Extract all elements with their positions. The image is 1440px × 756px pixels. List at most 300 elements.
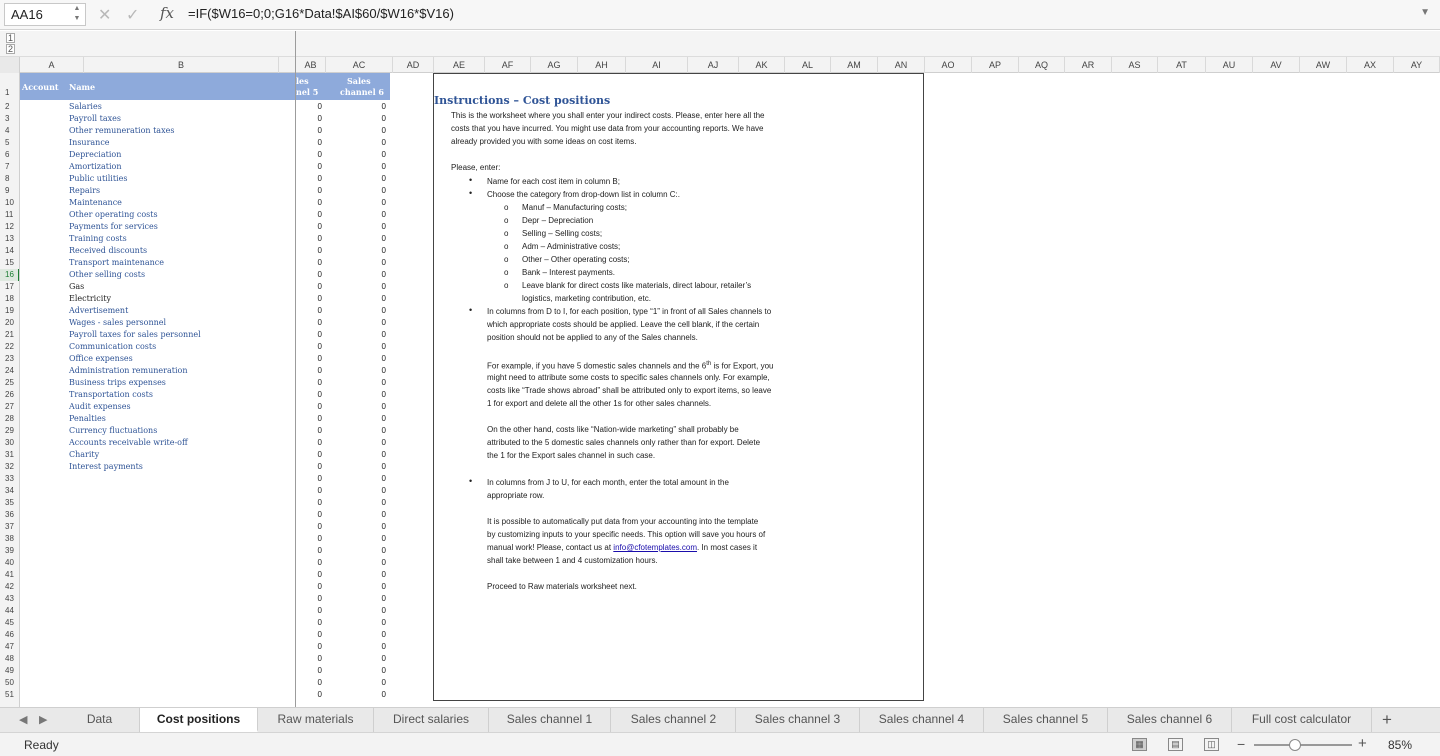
- cost-item-name[interactable]: Training costs: [69, 234, 127, 243]
- ab-value-cell[interactable]: 0: [317, 258, 322, 267]
- ab-value-cell[interactable]: 0: [317, 582, 322, 591]
- example-text-a: For example, if you have 5 domestic sales channels and the 6: [487, 361, 707, 371]
- ac-value-cell[interactable]: 0: [381, 558, 386, 567]
- row-header: [0, 73, 20, 707]
- column-header-b[interactable]: B: [84, 57, 279, 73]
- column-header-ax[interactable]: AX: [1347, 57, 1394, 73]
- column-header-af[interactable]: AF: [485, 57, 531, 73]
- cost-item-name[interactable]: Currency fluctuations: [69, 426, 158, 435]
- row-header-12[interactable]: 12: [5, 222, 14, 231]
- ab-value-cell[interactable]: 0: [317, 210, 322, 219]
- row-header-17[interactable]: 17: [5, 282, 14, 291]
- tab-scroll-right-icon[interactable]: ▶: [39, 714, 48, 726]
- sheet-grid[interactable]: [20, 73, 1440, 707]
- ac-value-cell[interactable]: 0: [381, 570, 386, 579]
- ab-value-cell[interactable]: 0: [317, 654, 322, 663]
- sub-bullet-icon: o: [504, 268, 509, 277]
- row-header-1[interactable]: 1: [5, 88, 10, 97]
- column-header-aq[interactable]: AQ: [1019, 57, 1065, 73]
- row-header-7[interactable]: 7: [5, 162, 10, 171]
- instructions-title: Instructions – Cost positions: [434, 94, 611, 107]
- column-header-aj[interactable]: AJ: [688, 57, 739, 73]
- row-header-25[interactable]: 25: [5, 378, 14, 387]
- row-header-51[interactable]: 51: [5, 690, 14, 699]
- outline-level-2[interactable]: 2: [7, 44, 13, 54]
- ab-value-cell[interactable]: 0: [317, 294, 322, 303]
- sub-bullet-icon: o: [504, 242, 509, 251]
- sheet-tab-sales-channel-2[interactable]: Sales channel 2: [612, 708, 736, 732]
- ac-value-cell[interactable]: 0: [381, 246, 386, 255]
- row-header-50[interactable]: 50: [5, 678, 14, 687]
- row-header-33[interactable]: 33: [5, 474, 14, 483]
- zoom-out-button[interactable]: −: [1237, 736, 1246, 752]
- cost-item-name[interactable]: Salaries: [69, 102, 102, 111]
- column-header-ac[interactable]: AC: [326, 57, 393, 73]
- cost-item-name[interactable]: Business trips expenses: [69, 378, 166, 387]
- ac-value-cell[interactable]: 0: [381, 498, 386, 507]
- ab-value-cell[interactable]: 0: [317, 474, 322, 483]
- row-header-2[interactable]: 2: [5, 102, 10, 111]
- column-header-a[interactable]: A: [20, 57, 84, 73]
- category-item: Bank – Interest payments.: [522, 268, 615, 277]
- ac-value-cell[interactable]: 0: [381, 294, 386, 303]
- sheet-tab-sales-channel-1[interactable]: Sales channel 1: [489, 708, 611, 732]
- sub-bullet-icon: o: [504, 229, 509, 238]
- column-header-au[interactable]: AU: [1206, 57, 1253, 73]
- row-header-42[interactable]: 42: [5, 582, 14, 591]
- ab-value-cell[interactable]: 0: [317, 642, 322, 651]
- ac-value-cell[interactable]: 0: [381, 474, 386, 483]
- column-header-as[interactable]: AS: [1112, 57, 1158, 73]
- expand-formula-icon[interactable]: ▼: [1420, 7, 1430, 18]
- category-item: Adm – Administrative costs;: [522, 242, 621, 251]
- category-item: Depr – Depreciation: [522, 216, 594, 225]
- ac-value-cell[interactable]: 0: [381, 390, 386, 399]
- row-header-14[interactable]: 14: [5, 246, 14, 255]
- sub-bullet-icon: o: [504, 203, 509, 212]
- row-header-49[interactable]: 49: [5, 666, 14, 675]
- row-header-20[interactable]: 20: [5, 318, 14, 327]
- row-header-43[interactable]: 43: [5, 594, 14, 603]
- ac-value-cell[interactable]: 0: [381, 318, 386, 327]
- page-layout-view-icon[interactable]: ▤: [1168, 738, 1183, 751]
- row-header-9[interactable]: 9: [5, 186, 10, 195]
- ac-value-cell[interactable]: 0: [381, 462, 386, 471]
- bullet-dot-icon: •: [469, 476, 473, 486]
- ac-value-cell[interactable]: 0: [381, 690, 386, 699]
- formula-bar: [0, 0, 1440, 30]
- row-header-39[interactable]: 39: [5, 546, 14, 555]
- zoom-slider[interactable]: [1254, 744, 1352, 746]
- column-header-av[interactable]: AV: [1253, 57, 1300, 73]
- ac-value-cell[interactable]: 0: [381, 414, 386, 423]
- ab-value-cell[interactable]: 0: [317, 414, 322, 423]
- sheet-tab-full-cost-calculator[interactable]: Full cost calculator: [1232, 708, 1372, 732]
- row-header-24[interactable]: 24: [5, 366, 14, 375]
- cost-item-name[interactable]: Advertisement: [69, 306, 129, 315]
- ac-value-cell[interactable]: 0: [381, 582, 386, 591]
- ac-value-cell[interactable]: 0: [381, 630, 386, 639]
- column-header-ar[interactable]: AR: [1065, 57, 1112, 73]
- ac-value-cell[interactable]: 0: [381, 666, 386, 675]
- name-box-stepper-icon[interactable]: ▲ ▼: [73, 5, 81, 22]
- page-break-view-icon[interactable]: ◫: [1204, 738, 1219, 751]
- cost-item-name[interactable]: Office expenses: [69, 354, 133, 363]
- cost-item-name[interactable]: Insurance: [69, 138, 110, 147]
- ab-value-cell[interactable]: 0: [317, 390, 322, 399]
- other-hand-line-1: On the other hand, costs like “Nation-wide marketing” shall probably be: [487, 425, 739, 434]
- cost-item-name[interactable]: Communication costs: [69, 342, 157, 351]
- ab-header-line2: nel 5: [296, 87, 319, 97]
- cost-item-name[interactable]: Transport maintenance: [69, 258, 165, 267]
- table-header-band: [20, 73, 390, 100]
- column-header-ad[interactable]: AD: [393, 57, 434, 73]
- row-header-48[interactable]: 48: [5, 654, 14, 663]
- sub-bullet-icon: o: [504, 216, 509, 225]
- ab-value-cell[interactable]: 0: [317, 486, 322, 495]
- ac-value-cell[interactable]: 0: [381, 330, 386, 339]
- sheet-tab-sales-channel-5[interactable]: Sales channel 5: [984, 708, 1108, 732]
- column-header-at[interactable]: AT: [1158, 57, 1206, 73]
- ab-value-cell[interactable]: 0: [317, 102, 322, 111]
- instructions-box: [433, 73, 924, 701]
- outline-bar: [0, 31, 1440, 57]
- cost-item-name[interactable]: Other remuneration taxes: [69, 126, 175, 135]
- ac-value-cell[interactable]: 0: [381, 174, 386, 183]
- ac-value-cell[interactable]: 0: [381, 402, 386, 411]
- bullet-3-line-3: position should not be applied to any of the Sales channels.: [487, 333, 698, 342]
- ab-value-cell[interactable]: 0: [317, 522, 322, 531]
- ab-value-cell[interactable]: 0: [317, 570, 322, 579]
- ab-value-cell[interactable]: 0: [317, 546, 322, 555]
- ac-header-line2: channel 6: [340, 87, 384, 97]
- ac-value-cell[interactable]: 0: [381, 486, 386, 495]
- ac-value-cell[interactable]: 0: [381, 210, 386, 219]
- please-enter: Please, enter:: [451, 163, 501, 172]
- row-header-32[interactable]: 32: [5, 462, 14, 471]
- ab-value-cell[interactable]: 0: [317, 162, 322, 171]
- ab-value-cell[interactable]: 0: [317, 558, 322, 567]
- ab-value-cell[interactable]: 0: [317, 174, 322, 183]
- intro-line-1: This is the worksheet where you shall enter your indirect costs. Please, enter here all the: [451, 111, 765, 120]
- status-text: Ready: [24, 738, 59, 752]
- ac-value-cell[interactable]: 0: [381, 642, 386, 651]
- ac-value-cell[interactable]: 0: [381, 306, 386, 315]
- intro-line-2: costs that you have incurred. You might use data from your accounting reports. We have: [451, 124, 764, 133]
- ab-header-line1: les: [296, 76, 309, 86]
- zoom-slider-handle[interactable]: [1289, 739, 1301, 751]
- row-header-41[interactable]: 41: [5, 570, 14, 579]
- ab-value-cell[interactable]: 0: [317, 318, 322, 327]
- ab-value-cell[interactable]: 0: [317, 666, 322, 675]
- zoom-in-button[interactable]: +: [1358, 735, 1367, 752]
- sheet-tabs: [0, 707, 1440, 732]
- ab-value-cell[interactable]: 0: [317, 366, 322, 375]
- cost-item-name[interactable]: Gas: [69, 282, 85, 291]
- intro-line-3: already provided you with some ideas on cost items.: [451, 137, 637, 146]
- bullet-3-line-2: which appropriate costs should be applied. Leave the cell blank, if the certain: [487, 320, 760, 329]
- column-header-ai[interactable]: AI: [626, 57, 688, 73]
- row-header-37[interactable]: 37: [5, 522, 14, 531]
- example-line-2: might need to attribute some costs to specific sales channels only. For example,: [487, 373, 770, 382]
- row-header-4[interactable]: 4: [5, 126, 10, 135]
- ab-value-cell[interactable]: 0: [317, 618, 322, 627]
- ac-value-cell[interactable]: 0: [381, 138, 386, 147]
- other-hand-line-2: attributed to the 5 domestic sales channels only rather than for export. Delete: [487, 438, 761, 447]
- ab-value-cell[interactable]: 0: [317, 138, 322, 147]
- example-text-b: is for Export, you: [711, 361, 774, 371]
- row-header-13[interactable]: 13: [5, 234, 14, 243]
- ab-value-cell[interactable]: 0: [317, 450, 322, 459]
- row-header-11[interactable]: 11: [5, 210, 14, 219]
- ab-value-cell[interactable]: 0: [317, 306, 322, 315]
- ac-value-cell[interactable]: 0: [381, 438, 386, 447]
- sheet-tab-sales-channel-4[interactable]: Sales channel 4: [860, 708, 984, 732]
- ab-value-cell[interactable]: 0: [317, 378, 322, 387]
- ac-value-cell[interactable]: 0: [381, 354, 386, 363]
- ab-value-cell[interactable]: 0: [317, 354, 322, 363]
- cancel-icon[interactable]: ✕: [98, 7, 112, 24]
- formula-input[interactable]: =IF($W16=0;0;G16*Data!$AI$60/$W16*$V16): [188, 6, 454, 21]
- column-header-ab[interactable]: AB: [296, 57, 326, 73]
- sheet-tab-sales-channel-3[interactable]: Sales channel 3: [736, 708, 860, 732]
- bullet-dot-icon: •: [469, 175, 473, 185]
- ab-value-cell[interactable]: 0: [317, 606, 322, 615]
- row-header-34[interactable]: 34: [5, 486, 14, 495]
- cost-item-name[interactable]: Depreciation: [69, 150, 122, 159]
- row-header-47[interactable]: 47: [5, 642, 14, 651]
- sheet-tab-direct-salaries[interactable]: Direct salaries: [374, 708, 489, 732]
- row-header-21[interactable]: 21: [5, 330, 14, 339]
- row-header-26[interactable]: 26: [5, 390, 14, 399]
- bullet-4-line-2: appropriate row.: [487, 491, 545, 500]
- ac-value-cell[interactable]: 0: [381, 510, 386, 519]
- ab-value-cell[interactable]: 0: [317, 510, 322, 519]
- example-sup: th: [706, 361, 712, 367]
- row-header-28[interactable]: 28: [5, 414, 14, 423]
- auto-text-b: . In most cases it: [697, 543, 758, 552]
- column-header-ak[interactable]: AK: [739, 57, 785, 73]
- ab-value-cell[interactable]: 0: [317, 498, 322, 507]
- ac-value-cell[interactable]: 0: [381, 618, 386, 627]
- example-line-4: 1 for export and delete all the other 1s for other sales channels.: [487, 399, 712, 408]
- row-header-40[interactable]: 40: [5, 558, 14, 567]
- column-header-aw[interactable]: AW: [1300, 57, 1347, 73]
- ac-value-cell[interactable]: 0: [381, 150, 386, 159]
- ac-value-cell[interactable]: 0: [381, 546, 386, 555]
- column-header-ag[interactable]: AG: [531, 57, 578, 73]
- cost-item-name[interactable]: Wages - sales personnel: [69, 318, 167, 327]
- cost-item-name[interactable]: Other selling costs: [69, 270, 146, 279]
- ac-value-cell[interactable]: 0: [381, 186, 386, 195]
- contact-email-link[interactable]: info@cfotemplates.com: [613, 543, 698, 552]
- cost-item-name[interactable]: Payments for services: [69, 222, 158, 231]
- ab-value-cell[interactable]: 0: [317, 114, 322, 123]
- ac-value-cell[interactable]: 0: [381, 450, 386, 459]
- cost-item-name[interactable]: Interest payments: [69, 462, 143, 471]
- column-header: [0, 57, 1440, 73]
- sheet-tab-raw-materials[interactable]: Raw materials: [258, 708, 374, 732]
- auto-line-4: shall take between 1 and 4 customization hours.: [487, 556, 658, 565]
- row-header-18[interactable]: 18: [5, 294, 14, 303]
- sheet-tab-data[interactable]: Data: [60, 708, 140, 732]
- add-sheet-button[interactable]: +: [1382, 710, 1392, 729]
- category-item: Selling – Selling costs;: [522, 229, 603, 238]
- column-header-ay[interactable]: AY: [1394, 57, 1440, 73]
- sub-bullet-icon: o: [504, 255, 509, 264]
- bullet-2: Choose the category from drop-down list in column C:.: [487, 190, 680, 199]
- sub-bullet-icon: o: [504, 281, 509, 290]
- row-header-15[interactable]: 15: [5, 258, 14, 267]
- bullet-dot-icon: •: [469, 188, 473, 198]
- ac-value-cell[interactable]: 0: [381, 426, 386, 435]
- auto-line-3: [487, 541, 757, 554]
- ac-value-cell[interactable]: 0: [381, 678, 386, 687]
- cost-item-name[interactable]: Payroll taxes for sales personnel: [69, 330, 201, 339]
- ab-value-cell[interactable]: 0: [317, 678, 322, 687]
- ac-value-cell[interactable]: 0: [381, 162, 386, 171]
- cost-item-name[interactable]: Payroll taxes: [69, 114, 121, 123]
- cost-item-name[interactable]: Public utilities: [69, 174, 128, 183]
- ab-value-cell[interactable]: 0: [317, 630, 322, 639]
- ab-value-cell[interactable]: 0: [317, 594, 322, 603]
- status-bar: [0, 732, 1440, 756]
- tab-scroll-left-icon[interactable]: ◀: [19, 714, 28, 726]
- ab-value-cell[interactable]: 0: [317, 186, 322, 195]
- ab-value-cell[interactable]: 0: [317, 330, 322, 339]
- row-header-35[interactable]: 35: [5, 498, 14, 507]
- ac-value-cell[interactable]: 0: [381, 342, 386, 351]
- cost-item-name[interactable]: Repairs: [69, 186, 101, 195]
- ab-value-cell[interactable]: 0: [317, 534, 322, 543]
- column-header-ah[interactable]: AH: [578, 57, 626, 73]
- column-header-ae[interactable]: AE: [434, 57, 485, 73]
- name-box[interactable]: AA16: [4, 3, 86, 26]
- category-item: Manuf – Manufacturing costs;: [522, 203, 627, 212]
- ac-value-cell[interactable]: 0: [381, 234, 386, 243]
- ac-value-cell[interactable]: 0: [381, 378, 386, 387]
- category-item: Other – Other operating costs;: [522, 255, 630, 264]
- zoom-level[interactable]: 85%: [1388, 738, 1413, 752]
- ab-value-cell[interactable]: 0: [317, 126, 322, 135]
- row-header-23[interactable]: 23: [5, 354, 14, 363]
- category-item: Leave blank for direct costs like materials, direct labour, retailer’s: [522, 281, 752, 290]
- row-header-8[interactable]: 8: [5, 174, 10, 183]
- ac-value-cell[interactable]: 0: [381, 102, 386, 111]
- ac-value-cell[interactable]: 0: [381, 258, 386, 267]
- ab-value-cell[interactable]: 0: [317, 402, 322, 411]
- row-header-44[interactable]: 44: [5, 606, 14, 615]
- auto-text-a: manual work! Please, contact us at: [487, 543, 614, 552]
- ac-value-cell[interactable]: 0: [381, 522, 386, 531]
- ac-value-cell[interactable]: 0: [381, 534, 386, 543]
- select-all-corner[interactable]: [0, 57, 20, 73]
- bullet-4-line-1: In columns from J to U, for each month, enter the total amount in the: [487, 478, 729, 487]
- row-header-6[interactable]: 6: [5, 150, 10, 159]
- ab-value-cell[interactable]: 0: [317, 270, 322, 279]
- column-header-al[interactable]: AL: [785, 57, 831, 73]
- other-hand-line-3: the 1 for the Export sales channel in such case.: [487, 451, 656, 460]
- row-header-3[interactable]: 3: [5, 114, 10, 123]
- ab-value-cell[interactable]: 0: [317, 246, 322, 255]
- column-header-an[interactable]: AN: [878, 57, 925, 73]
- cost-item-name[interactable]: Accounts receivable write-off: [69, 438, 188, 447]
- row-header-38[interactable]: 38: [5, 534, 14, 543]
- bullet-3-line-1: In columns from D to I, for each position, type “1” in front of all Sales channels to: [487, 307, 772, 316]
- sheet-tab-sales-channel-6[interactable]: Sales channel 6: [1108, 708, 1232, 732]
- example-line-3: costs like “Trade shows abroad” shall be attributed only to export items, so leave: [487, 386, 772, 395]
- ac-value-cell[interactable]: 0: [381, 606, 386, 615]
- cost-item-name[interactable]: Maintenance: [69, 198, 122, 207]
- row-header-27[interactable]: 27: [5, 402, 14, 411]
- ab-value-cell[interactable]: 0: [317, 282, 322, 291]
- bullet-1: Name for each cost item in column B;: [487, 177, 620, 186]
- ac-value-cell[interactable]: 0: [381, 270, 386, 279]
- row-header-22[interactable]: 22: [5, 342, 14, 351]
- ac-header-line1: Sales: [347, 76, 371, 86]
- ac-value-cell[interactable]: 0: [381, 114, 386, 123]
- ac-value-cell[interactable]: 0: [381, 594, 386, 603]
- check-icon[interactable]: ✓: [126, 7, 140, 24]
- ac-value-cell[interactable]: 0: [381, 222, 386, 231]
- column-header-am[interactable]: AM: [831, 57, 878, 73]
- cost-item-name[interactable]: Electricity: [69, 294, 111, 303]
- cost-item-name[interactable]: Charity: [69, 450, 100, 459]
- ab-value-cell[interactable]: 0: [317, 222, 322, 231]
- row-header-36[interactable]: 36: [5, 510, 14, 519]
- row-header-31[interactable]: 31: [5, 450, 14, 459]
- ab-value-cell[interactable]: 0: [317, 438, 322, 447]
- ab-value-cell[interactable]: 0: [317, 150, 322, 159]
- ac-value-cell[interactable]: 0: [381, 654, 386, 663]
- cost-item-name[interactable]: Transportation costs: [69, 390, 153, 399]
- fx-icon[interactable]: fx: [160, 4, 175, 22]
- cost-item-name[interactable]: Received discounts: [69, 246, 148, 255]
- row-header-46[interactable]: 46: [5, 630, 14, 639]
- outline-level-1[interactable]: 1: [7, 33, 13, 43]
- ab-value-cell[interactable]: 0: [317, 342, 322, 351]
- cost-item-name[interactable]: Audit expenses: [69, 402, 131, 411]
- ab-value-cell[interactable]: 0: [317, 426, 322, 435]
- cost-item-name[interactable]: Other operating costs: [69, 210, 158, 219]
- ac-value-cell[interactable]: 0: [381, 366, 386, 375]
- ac-value-cell[interactable]: 0: [381, 282, 386, 291]
- column-header-ao[interactable]: AO: [925, 57, 972, 73]
- bullet-dot-icon: •: [469, 305, 473, 315]
- row-header-10[interactable]: 10: [5, 198, 14, 207]
- sheet-tab-cost-positions[interactable]: Cost positions: [140, 708, 258, 732]
- ab-value-cell[interactable]: 0: [317, 234, 322, 243]
- cost-item-name[interactable]: Amortization: [69, 162, 122, 171]
- row-header-16[interactable]: 16: [0, 269, 20, 281]
- ab-value-cell[interactable]: 0: [317, 690, 322, 699]
- proceed-line: Proceed to Raw materials worksheet next.: [487, 582, 637, 591]
- cost-item-name[interactable]: Administration remuneration: [69, 366, 188, 375]
- row-header-19[interactable]: 19: [5, 306, 14, 315]
- ab-value-cell[interactable]: 0: [317, 198, 322, 207]
- normal-view-icon[interactable]: ▦: [1132, 738, 1147, 751]
- column-header-ap[interactable]: AP: [972, 57, 1019, 73]
- ab-value-cell[interactable]: 0: [317, 462, 322, 471]
- row-header-30[interactable]: 30: [5, 438, 14, 447]
- row-header-45[interactable]: 45: [5, 618, 14, 627]
- row-header-29[interactable]: 29: [5, 426, 14, 435]
- ac-value-cell[interactable]: 0: [381, 126, 386, 135]
- auto-line-1: It is possible to automatically put data from your accounting into the template: [487, 517, 759, 526]
- row-header-5[interactable]: 5: [5, 138, 10, 147]
- ac-value-cell[interactable]: 0: [381, 198, 386, 207]
- cost-item-name[interactable]: Penalties: [69, 414, 106, 423]
